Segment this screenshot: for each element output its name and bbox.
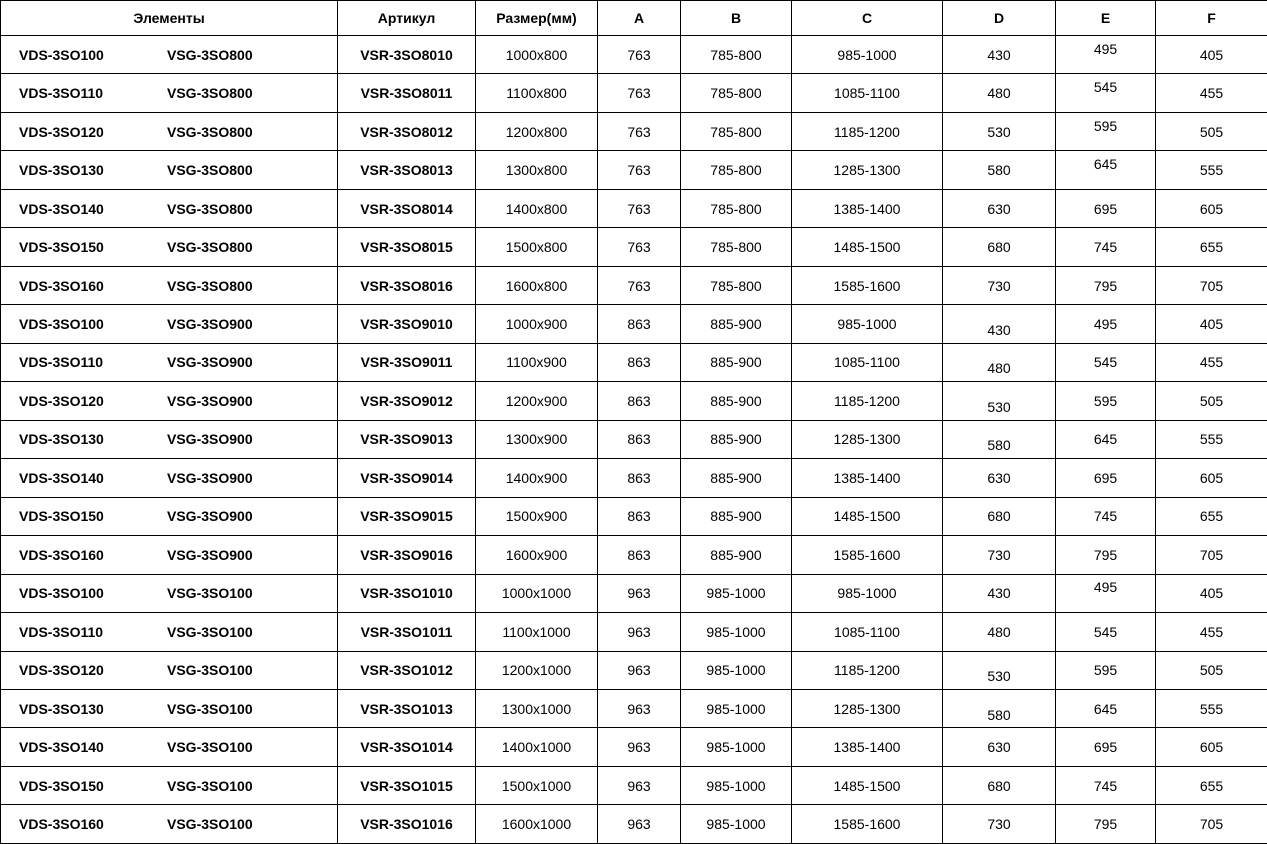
cell-a: 963 — [598, 728, 681, 766]
element-code-glass: VSG-3SO800 — [167, 239, 253, 256]
cell-f: 405 — [1156, 574, 1267, 612]
table-row — [1, 459, 1267, 497]
cell-f: 705 — [1156, 266, 1267, 304]
cell-elements — [1, 613, 338, 651]
cell-e: 795 — [1056, 536, 1156, 574]
cell-elements — [1, 651, 338, 689]
cell-b: 885-900 — [681, 343, 792, 381]
cell-e: 745 — [1056, 497, 1156, 535]
cell-a: 763 — [598, 151, 681, 189]
cell-size: 1300x900 — [476, 420, 598, 458]
table-row — [1, 420, 1267, 458]
cell-e: 695 — [1056, 728, 1156, 766]
element-code-door: VDS-3SO160 — [19, 816, 104, 833]
cell-d: 730 — [943, 536, 1056, 574]
cell-d: 480 — [943, 613, 1056, 651]
element-code-glass: VSG-3SO100 — [167, 623, 253, 640]
cell-a: 763 — [598, 74, 681, 112]
cell-elements — [1, 151, 338, 189]
elements-group — [3, 305, 335, 342]
cell-size: 1300x800 — [476, 151, 598, 189]
elements-group — [3, 498, 335, 535]
cell-c: 1285-1300 — [792, 151, 943, 189]
cell-article: VSR-3SO9016 — [338, 536, 476, 574]
cell-elements — [1, 266, 338, 304]
cell-f: 555 — [1156, 420, 1267, 458]
cell-f: 405 — [1156, 305, 1267, 343]
element-code-glass: VSG-3SO900 — [167, 469, 253, 486]
cell-c: 1285-1300 — [792, 689, 943, 727]
cell-size: 1100x900 — [476, 343, 598, 381]
cell-b: 785-800 — [681, 266, 792, 304]
element-code-glass: VSG-3SO100 — [167, 777, 253, 794]
cell-b: 785-800 — [681, 112, 792, 150]
table-row — [1, 766, 1267, 804]
cell-f: 505 — [1156, 651, 1267, 689]
cell-f: 605 — [1156, 459, 1267, 497]
cell-e: 495 — [1056, 568, 1156, 606]
cell-size: 1000x1000 — [476, 574, 598, 612]
element-code-glass: VSG-3SO800 — [167, 46, 253, 63]
cell-f: 505 — [1156, 112, 1267, 150]
element-code-door: VDS-3SO100 — [19, 46, 104, 63]
cell-c: 1185-1200 — [792, 112, 943, 150]
cell-b: 885-900 — [681, 382, 792, 420]
element-code-glass: VSG-3SO800 — [167, 162, 253, 179]
element-code-glass: VSG-3SO800 — [167, 200, 253, 217]
element-code-door: VDS-3SO150 — [19, 508, 104, 525]
cell-e: 645 — [1056, 420, 1156, 458]
cell-a: 763 — [598, 228, 681, 266]
cell-f: 705 — [1156, 805, 1267, 844]
cell-elements — [1, 343, 338, 381]
table-row — [1, 689, 1267, 727]
element-code-door: VDS-3SO160 — [19, 277, 104, 294]
cell-size: 1600x900 — [476, 536, 598, 574]
column-header-f: F — [1156, 1, 1267, 36]
cell-size: 1500x900 — [476, 497, 598, 535]
table-row — [1, 228, 1267, 266]
element-code-glass: VSG-3SO800 — [167, 277, 253, 294]
cell-d: 630 — [943, 728, 1056, 766]
cell-e: 645 — [1056, 145, 1156, 183]
cell-e: 545 — [1056, 613, 1156, 651]
cell-size: 1500x800 — [476, 228, 598, 266]
table-row — [1, 343, 1267, 381]
cell-article: VSR-3SO8016 — [338, 266, 476, 304]
cell-b: 785-800 — [681, 228, 792, 266]
cell-e: 795 — [1056, 805, 1156, 844]
cell-d: 430 — [943, 311, 1056, 349]
column-header-elements: Элементы — [1, 1, 338, 36]
cell-b: 985-1000 — [681, 766, 792, 804]
elements-group — [3, 267, 335, 304]
table-row — [1, 574, 1267, 612]
cell-e: 545 — [1056, 68, 1156, 106]
cell-elements — [1, 766, 338, 804]
cell-d: 680 — [943, 766, 1056, 804]
cell-elements — [1, 459, 338, 497]
cell-c: 1385-1400 — [792, 189, 943, 227]
element-code-door: VDS-3SO130 — [19, 162, 104, 179]
cell-d: 580 — [943, 426, 1056, 464]
cell-c: 1385-1400 — [792, 459, 943, 497]
element-code-glass: VSG-3SO100 — [167, 662, 253, 679]
element-code-door: VDS-3SO120 — [19, 123, 104, 140]
cell-b: 885-900 — [681, 459, 792, 497]
cell-f: 455 — [1156, 74, 1267, 112]
cell-d: 730 — [943, 805, 1056, 844]
cell-b: 785-800 — [681, 189, 792, 227]
cell-elements — [1, 36, 338, 74]
cell-article: VSR-3SO8015 — [338, 228, 476, 266]
element-code-door: VDS-3SO150 — [19, 239, 104, 256]
cell-size: 1400x1000 — [476, 728, 598, 766]
table-row — [1, 382, 1267, 420]
cell-size: 1100x800 — [476, 74, 598, 112]
cell-b: 985-1000 — [681, 728, 792, 766]
cell-b: 985-1000 — [681, 651, 792, 689]
cell-c: 1385-1400 — [792, 728, 943, 766]
cell-size: 1500x1000 — [476, 766, 598, 804]
elements-group — [3, 190, 335, 227]
table-row — [1, 266, 1267, 304]
cell-d: 530 — [943, 657, 1056, 695]
element-code-door: VDS-3SO100 — [19, 585, 104, 602]
cell-c: 985-1000 — [792, 36, 943, 74]
cell-size: 1100x1000 — [476, 613, 598, 651]
cell-size: 1600x800 — [476, 266, 598, 304]
cell-c: 1285-1300 — [792, 420, 943, 458]
column-header-size: Размер(мм) — [476, 1, 598, 36]
cell-b: 785-800 — [681, 74, 792, 112]
column-header-d: D — [943, 1, 1056, 36]
elements-group — [3, 690, 335, 727]
cell-c: 1485-1500 — [792, 766, 943, 804]
column-header-article: Артикул — [338, 1, 476, 36]
cell-size: 1000x900 — [476, 305, 598, 343]
table-row — [1, 151, 1267, 189]
cell-f: 555 — [1156, 689, 1267, 727]
cell-elements — [1, 74, 338, 112]
cell-f: 455 — [1156, 613, 1267, 651]
cell-elements — [1, 536, 338, 574]
cell-e: 595 — [1056, 106, 1156, 144]
cell-e: 745 — [1056, 228, 1156, 266]
cell-a: 863 — [598, 536, 681, 574]
cell-size: 1200x800 — [476, 112, 598, 150]
cell-f: 605 — [1156, 728, 1267, 766]
cell-article: VSR-3SO9015 — [338, 497, 476, 535]
cell-elements — [1, 112, 338, 150]
cell-d: 430 — [943, 36, 1056, 74]
cell-f: 605 — [1156, 189, 1267, 227]
element-code-glass: VSG-3SO100 — [167, 700, 253, 717]
cell-size: 1600x1000 — [476, 805, 598, 844]
cell-f: 655 — [1156, 497, 1267, 535]
cell-a: 863 — [598, 305, 681, 343]
cell-b: 985-1000 — [681, 574, 792, 612]
cell-c: 1485-1500 — [792, 228, 943, 266]
cell-d: 480 — [943, 74, 1056, 112]
elements-group — [3, 344, 335, 381]
cell-article: VSR-3SO1015 — [338, 766, 476, 804]
cell-d: 580 — [943, 695, 1056, 733]
element-code-door: VDS-3SO120 — [19, 662, 104, 679]
element-code-door: VDS-3SO160 — [19, 546, 104, 563]
cell-article: VSR-3SO9013 — [338, 420, 476, 458]
element-code-door: VDS-3SO110 — [19, 623, 104, 640]
cell-e: 495 — [1056, 305, 1156, 343]
cell-e: 745 — [1056, 766, 1156, 804]
elements-group — [3, 805, 335, 843]
cell-a: 963 — [598, 689, 681, 727]
cell-c: 985-1000 — [792, 574, 943, 612]
elements-group — [3, 228, 335, 265]
cell-a: 963 — [598, 651, 681, 689]
cell-size: 1300x1000 — [476, 689, 598, 727]
cell-article: VSR-3SO1013 — [338, 689, 476, 727]
element-code-glass: VSG-3SO900 — [167, 508, 253, 525]
cell-b: 785-800 — [681, 36, 792, 74]
cell-article: VSR-3SO8012 — [338, 112, 476, 150]
column-header-c: C — [792, 1, 943, 36]
cell-f: 705 — [1156, 536, 1267, 574]
elements-group — [3, 382, 335, 419]
cell-size: 1400x900 — [476, 459, 598, 497]
element-code-door: VDS-3SO140 — [19, 739, 104, 756]
cell-d: 530 — [943, 112, 1056, 150]
cell-article: VSR-3SO8013 — [338, 151, 476, 189]
cell-a: 963 — [598, 574, 681, 612]
elements-group — [3, 421, 335, 458]
cell-c: 1185-1200 — [792, 651, 943, 689]
elements-group — [3, 459, 335, 496]
cell-a: 963 — [598, 613, 681, 651]
table-row — [1, 497, 1267, 535]
cell-b: 985-1000 — [681, 613, 792, 651]
cell-f: 505 — [1156, 382, 1267, 420]
element-code-door: VDS-3SO140 — [19, 200, 104, 217]
cell-a: 763 — [598, 112, 681, 150]
cell-c: 1585-1600 — [792, 266, 943, 304]
element-code-door: VDS-3SO100 — [19, 316, 104, 333]
cell-elements — [1, 305, 338, 343]
cell-d: 430 — [943, 574, 1056, 612]
cell-article: VSR-3SO9010 — [338, 305, 476, 343]
cell-f: 405 — [1156, 36, 1267, 74]
cell-article: VSR-3SO1016 — [338, 805, 476, 844]
element-code-glass: VSG-3SO100 — [167, 816, 253, 833]
table-row — [1, 305, 1267, 343]
cell-e: 595 — [1056, 382, 1156, 420]
cell-e: 545 — [1056, 343, 1156, 381]
cell-elements — [1, 420, 338, 458]
cell-e: 695 — [1056, 189, 1156, 227]
element-code-glass: VSG-3SO100 — [167, 739, 253, 756]
element-code-door: VDS-3SO110 — [19, 354, 104, 371]
table-body — [1, 36, 1267, 844]
cell-article: VSR-3SO8014 — [338, 189, 476, 227]
cell-a: 963 — [598, 766, 681, 804]
element-code-glass: VSG-3SO800 — [167, 85, 253, 102]
cell-d: 680 — [943, 228, 1056, 266]
element-code-door: VDS-3SO130 — [19, 700, 104, 717]
elements-group — [3, 728, 335, 765]
element-code-glass: VSG-3SO900 — [167, 431, 253, 448]
cell-elements — [1, 805, 338, 844]
cell-d: 630 — [943, 189, 1056, 227]
cell-size: 1000x800 — [476, 36, 598, 74]
cell-d: 580 — [943, 151, 1056, 189]
column-header-e: E — [1056, 1, 1156, 36]
element-code-glass: VSG-3SO900 — [167, 316, 253, 333]
cell-a: 763 — [598, 36, 681, 74]
cell-f: 655 — [1156, 228, 1267, 266]
cell-elements — [1, 382, 338, 420]
element-code-glass: VSG-3SO100 — [167, 585, 253, 602]
cell-article: VSR-3SO8011 — [338, 74, 476, 112]
elements-group — [3, 767, 335, 804]
cell-size: 1200x1000 — [476, 651, 598, 689]
table-row — [1, 728, 1267, 766]
table-row — [1, 651, 1267, 689]
element-code-glass: VSG-3SO900 — [167, 546, 253, 563]
element-code-door: VDS-3SO130 — [19, 431, 104, 448]
cell-a: 963 — [598, 805, 681, 844]
elements-group — [3, 536, 335, 573]
cell-f: 555 — [1156, 151, 1267, 189]
cell-d: 630 — [943, 459, 1056, 497]
column-header-a: A — [598, 1, 681, 36]
cell-b: 985-1000 — [681, 805, 792, 844]
table-row — [1, 613, 1267, 651]
element-code-glass: VSG-3SO900 — [167, 354, 253, 371]
cell-c: 985-1000 — [792, 305, 943, 343]
element-code-glass: VSG-3SO800 — [167, 123, 253, 140]
cell-article: VSR-3SO1011 — [338, 613, 476, 651]
elements-group — [3, 652, 335, 689]
cell-c: 1585-1600 — [792, 805, 943, 844]
cell-b: 985-1000 — [681, 689, 792, 727]
cell-e: 645 — [1056, 689, 1156, 727]
elements-group — [3, 74, 335, 111]
cell-b: 885-900 — [681, 420, 792, 458]
cell-a: 763 — [598, 266, 681, 304]
cell-b: 885-900 — [681, 536, 792, 574]
cell-e: 495 — [1056, 30, 1156, 68]
cell-d: 730 — [943, 266, 1056, 304]
cell-elements — [1, 497, 338, 535]
elements-group — [3, 575, 335, 612]
cell-a: 863 — [598, 420, 681, 458]
cell-b: 885-900 — [681, 497, 792, 535]
cell-e: 695 — [1056, 459, 1156, 497]
cell-c: 1085-1100 — [792, 74, 943, 112]
element-code-door: VDS-3SO150 — [19, 777, 104, 794]
cell-size: 1400x800 — [476, 189, 598, 227]
cell-a: 863 — [598, 497, 681, 535]
cell-f: 655 — [1156, 766, 1267, 804]
cell-d: 530 — [943, 388, 1056, 426]
column-header-b: B — [681, 1, 792, 36]
table-row — [1, 189, 1267, 227]
cell-elements — [1, 574, 338, 612]
cell-article: VSR-3SO1012 — [338, 651, 476, 689]
cell-d: 680 — [943, 497, 1056, 535]
cell-c: 1085-1100 — [792, 613, 943, 651]
elements-group — [3, 113, 335, 150]
cell-e: 595 — [1056, 651, 1156, 689]
element-code-door: VDS-3SO110 — [19, 85, 104, 102]
cell-c: 1185-1200 — [792, 382, 943, 420]
element-code-door: VDS-3SO120 — [19, 392, 104, 409]
cell-article: VSR-3SO8010 — [338, 36, 476, 74]
cell-d: 480 — [943, 349, 1056, 387]
table-row — [1, 805, 1267, 844]
cell-article: VSR-3SO9011 — [338, 343, 476, 381]
cell-e: 795 — [1056, 266, 1156, 304]
cell-a: 863 — [598, 382, 681, 420]
cell-a: 863 — [598, 459, 681, 497]
cell-f: 455 — [1156, 343, 1267, 381]
cell-c: 1085-1100 — [792, 343, 943, 381]
cell-a: 863 — [598, 343, 681, 381]
elements-group — [3, 36, 335, 73]
cell-article: VSR-3SO1014 — [338, 728, 476, 766]
cell-elements — [1, 689, 338, 727]
elements-group — [3, 613, 335, 650]
cell-article: VSR-3SO9012 — [338, 382, 476, 420]
cell-c: 1585-1600 — [792, 536, 943, 574]
cell-elements — [1, 728, 338, 766]
cell-elements — [1, 189, 338, 227]
element-code-glass: VSG-3SO900 — [167, 392, 253, 409]
cell-b: 885-900 — [681, 305, 792, 343]
elements-group — [3, 151, 335, 188]
cell-article: VSR-3SO1010 — [338, 574, 476, 612]
cell-elements — [1, 228, 338, 266]
cell-size: 1200x900 — [476, 382, 598, 420]
cell-article: VSR-3SO9014 — [338, 459, 476, 497]
cell-c: 1485-1500 — [792, 497, 943, 535]
cell-a: 763 — [598, 189, 681, 227]
element-code-door: VDS-3SO140 — [19, 469, 104, 486]
cell-b: 785-800 — [681, 151, 792, 189]
